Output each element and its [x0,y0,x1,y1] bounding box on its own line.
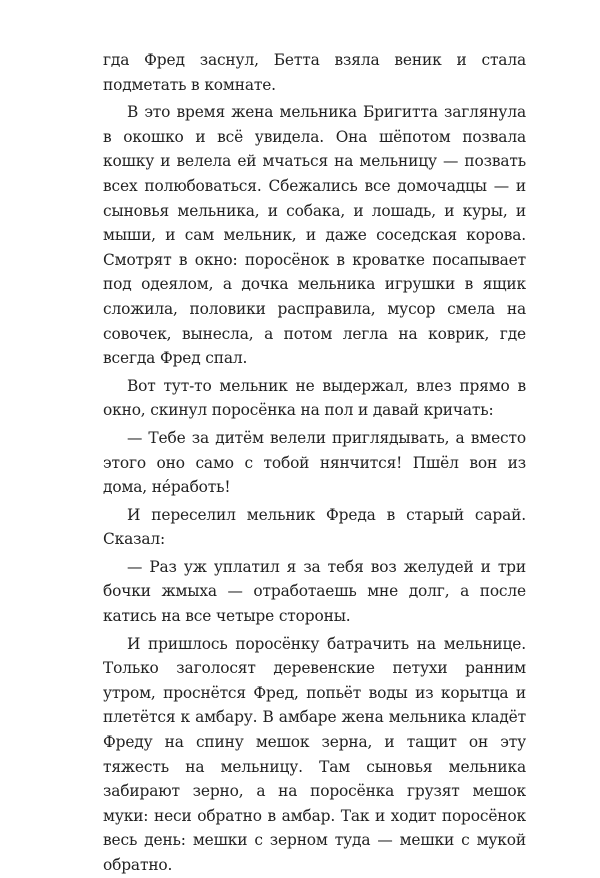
paragraph-4: — Тебе за дитём велели приглядывать, а вместо этого оно само с тобой нянчится! Пшёл вон из дома, нéработь! [103,428,526,497]
paragraph-3: Вот тут-то мельник не выдержал, влез прямо в окно, скинул поросёнка на пол и давай кричать: [103,376,526,420]
paragraph-5: И переселил мельник Фреда в старый сарай. Сказал: [103,505,526,549]
paragraph-6: — Раз уж уплатил я за тебя воз желудей и три бочки жмыха — отработаешь мне долг, а после катись на все четыре стороны. [103,557,526,626]
paragraph-7: И пришлось поросёнку батрачить на мельнице. Только заголосят деревенские петухи ранним утром, проснётся Фред, попьёт воды из корытца и плетётся к амбару. В амбаре жена мельника кладёт Фреду на спину мешок зерна, и тащит он эту тяжесть на мельницу. Там сыновья мельника забирают зерно, а на поросёнка грузят мешок муки: неси обратно в амбар. Так и ходит поросёнок весь день: мешки с зерном туда — мешки с мукой обратно. [103,634,526,874]
paragraph-2: В это время жена мельника Бригитта заглянула в окошко и всё увидела. Она шёпотом позвала кошку и велела ей мчаться на мельницу — позвать всех полюбоваться. Сбежались все домочадцы — и сыновья мельника, и собака, и лошадь, и куры, и мыши, и сам мельник, и даже соседская корова. Смотрят в окно: поросёнок в кроватке посапывает под одеялом, а дочка мельника игрушки в ящик сложила, половики расправила, мусор смела на совочек, вынесла, а потом легла на коврик, где всегда Фред спал. [103,103,526,368]
paragraph-1: гда Фред заснул, Бетта взяла веник и стала подметать в комнате. [103,51,526,94]
page-text [103,48,526,878]
